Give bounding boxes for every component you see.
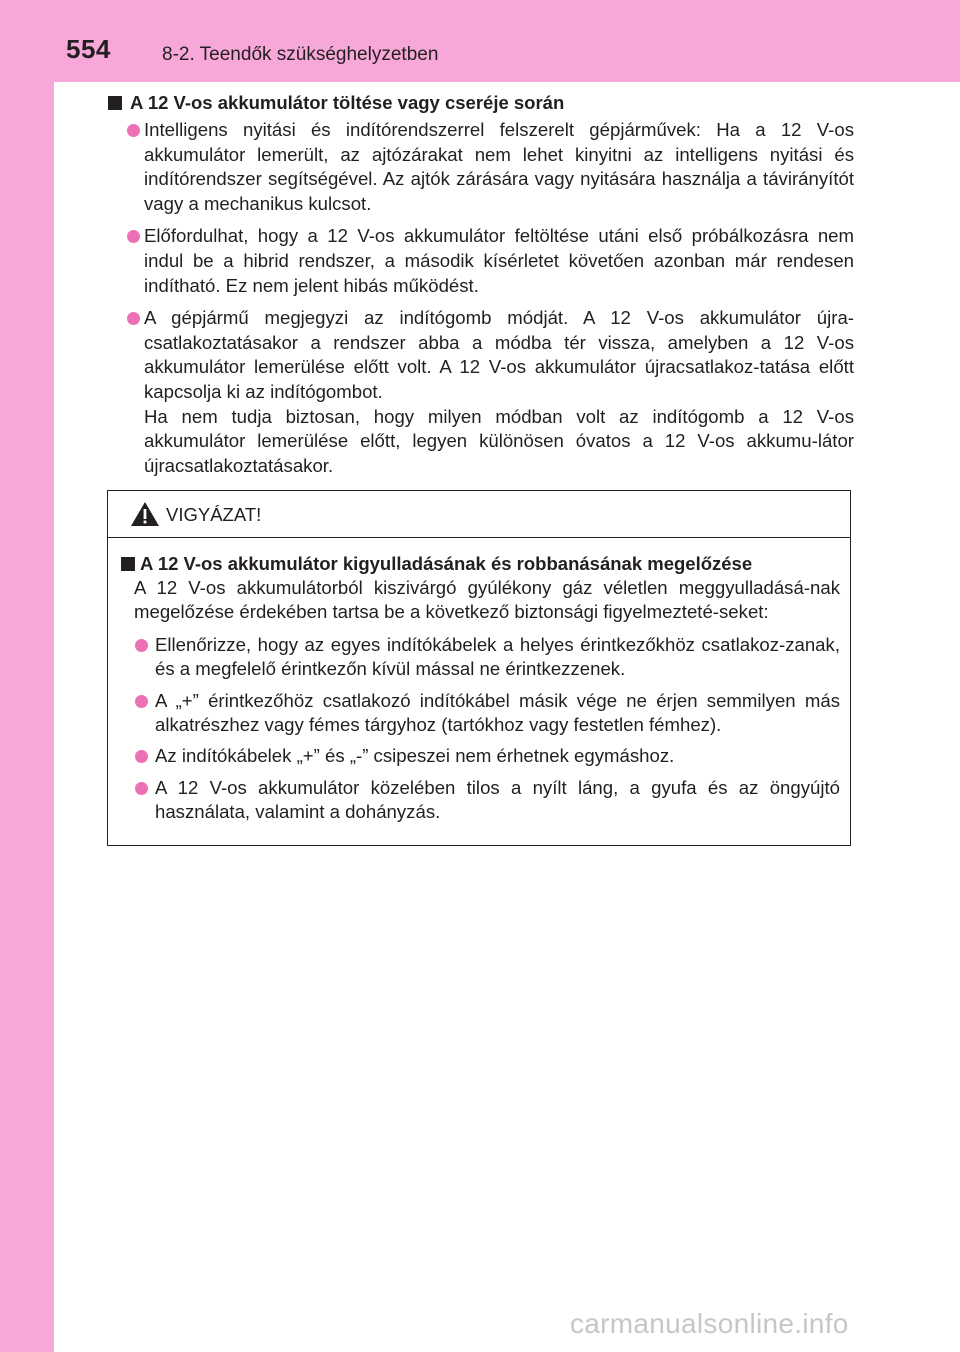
circle-bullet-icon [127,312,140,325]
circle-bullet-icon [135,782,148,795]
circle-bullet-icon [127,230,140,243]
warning-title: VIGYÁZAT! [166,504,262,525]
watermark: carmanualsonline.info [570,1308,849,1339]
section-title: 8-2. Teendők szükséghelyzetben [162,44,439,65]
side-color-strip [0,0,54,1352]
section-heading [108,90,854,116]
warning-list-item [121,689,840,738]
main-content [108,90,854,486]
warning-heading-text: A 12 V-os akkumulátor kigyulladásának és robbanásának megelőzése [140,553,753,574]
warning-list-item-text: Ellenőrizze, hogy az egyes indítókábelek a helyes érintkezőkhöz csatlakoz-zanak, és a megfelelő érintkezőn kívül mással ne érintkezzenek. [155,633,840,680]
warning-list-item-text: A „+” érintkezőhöz csatlakozó indítókábel másik vége ne érjen semmilyen más alkatrészhez vagy fémes tárgyhoz (tartókhoz vagy festetlen fémhez). [155,689,840,736]
warning-list-item [121,776,840,825]
warning-list-item-text: A 12 V-os akkumulátor közelében tilos a nyílt láng, a gyufa és az öngyújtó használata, valamint a dohányzás. [155,776,840,823]
list-item-text: Előfordulhat, hogy a 12 V-os akkumulátor feltöltése utáni első próbálkozásra nem indul be a hibrid rendszer, a második kísérletet követően azonban már rendesen indítható. Ez nem jelent hibás működést. [144,225,854,296]
list-item [108,224,854,298]
list-item-text-continued: Ha nem tudja biztosan, hogy milyen módban volt az indítógomb a 12 V-os akkumulátor lemerülése előtt, legyen különösen óvatos a 12 V-os akkumu-látor újracsatlakoztatásakor. [144,405,854,476]
circle-bullet-icon [135,750,148,763]
warning-triangle-icon [130,501,160,527]
warning-intro: A 12 V-os akkumulátorból kiszivárgó gyúlékony gáz véletlen meggyulladásá-nak megelőzése érdekében tartsa be a következő biztonsági figyelmezteté-seket: [134,577,840,623]
warning-list-item [121,744,840,768]
warning-heading [121,552,840,576]
circle-bullet-icon [135,695,148,708]
circle-bullet-icon [135,639,148,652]
warning-header [108,491,850,538]
square-bullet-icon [108,96,122,110]
list-item-text: Intelligens nyitási és indítórendszerrel felszerelt gépjárművek: Ha a 12 V-os akkumulátor lemerült, az ajtózárakat nem lehet kinyitni az intelligens nyitási és indítórendszer segítségével. Az ajtók zárására vagy nyitására használja a távirányítót vagy a mechanikus kulcsot. [144,119,854,214]
circle-bullet-icon [127,124,140,137]
page-number: 554 [66,34,111,64]
warning-body [108,538,850,825]
section-heading-text: A 12 V-os akkumulátor töltése vagy cseréje során [130,92,565,113]
list-item [108,118,854,216]
warning-list-item [121,633,840,682]
warning-box [107,490,851,846]
square-bullet-icon [121,557,135,571]
list-item-text: A gépjármű megjegyzi az indítógomb módját. A 12 V-os akkumulátor újra-csatlakoztatásakor a rendszer abba a módba tér vissza, amelyben a 12 V-os akkumulátor lemerülése előtt volt. A 12 V-os akkumulátor újracsatlakoz-tatása előtt kapcsolja ki az indítógombot. [144,307,854,402]
list-item [108,306,854,478]
warning-list-item-text: Az indítókábelek „+” és „-” csipeszei nem érhetnek egymáshoz. [155,745,675,767]
header-band [0,0,960,82]
